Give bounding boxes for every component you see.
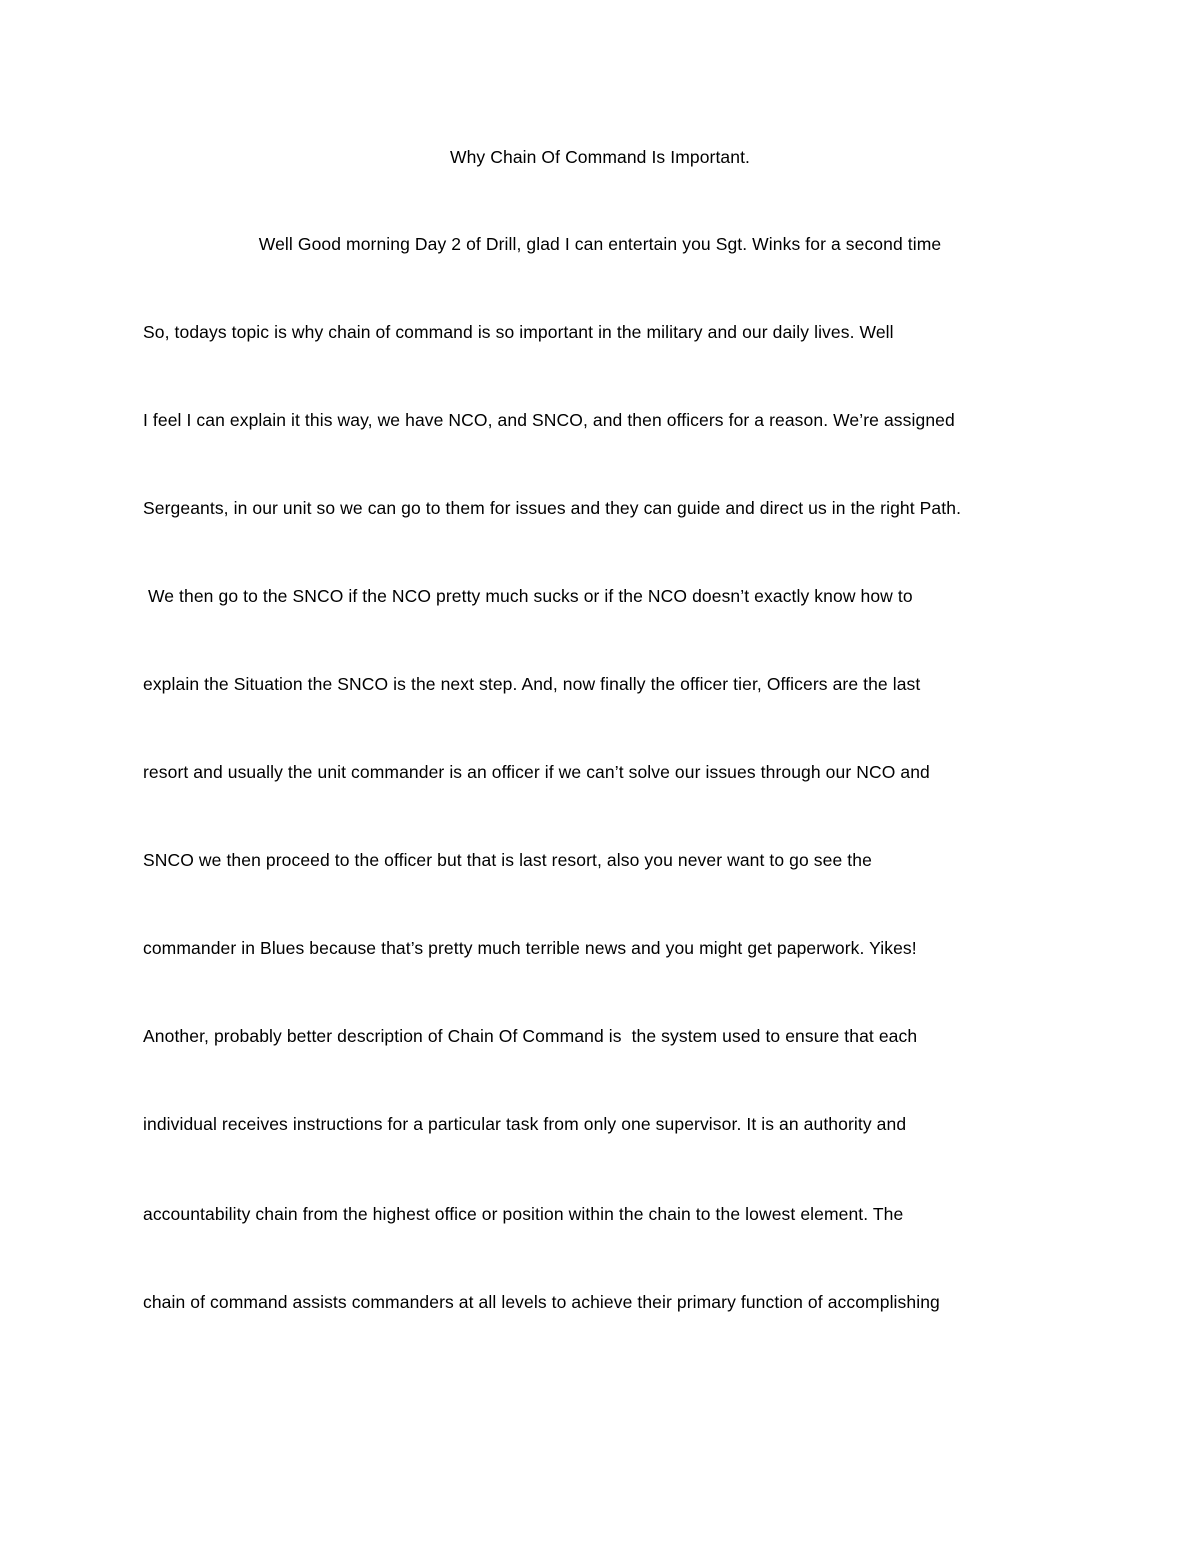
- document-title: Why Chain Of Command Is Important.: [449, 147, 751, 167]
- body-line: explain the Situation the SNCO is the next step. And, now finally the officer tier, Officers are the last: [143, 674, 921, 694]
- body-line: chain of command assists commanders at all levels to achieve their primary function of accomplishing: [143, 1292, 940, 1312]
- body-line: accountability chain from the highest office or position within the chain to the lowest element. The: [143, 1204, 904, 1224]
- body-line: resort and usually the unit commander is an officer if we can’t solve our issues through our NCO and: [143, 762, 930, 782]
- greeting-line: Well Good morning Day 2 of Drill, glad I can entertain you Sgt. Winks for a second time: [258, 234, 942, 254]
- body-line: SNCO we then proceed to the officer but that is last resort, also you never want to go see the: [143, 850, 872, 870]
- body-line: commander in Blues because that’s pretty much terrible news and you might get paperwork. Yikes!: [143, 938, 917, 958]
- body-line: Another, probably better description of Chain Of Command is the system used to ensure that each: [143, 1026, 918, 1046]
- body-line: So, todays topic is why chain of command is so important in the military and our daily lives. Well: [143, 322, 894, 342]
- body-line: We then go to the SNCO if the NCO pretty much sucks or if the NCO doesn’t exactly know how to: [143, 586, 913, 606]
- body-line: individual receives instructions for a particular task from only one supervisor. It is an authority and: [143, 1114, 907, 1134]
- body-line: Sergeants, in our unit so we can go to them for issues and they can guide and direct us in the right Path.: [143, 498, 962, 518]
- body-line: I feel I can explain it this way, we have NCO, and SNCO, and then officers for a reason. We’re assigned: [143, 410, 955, 430]
